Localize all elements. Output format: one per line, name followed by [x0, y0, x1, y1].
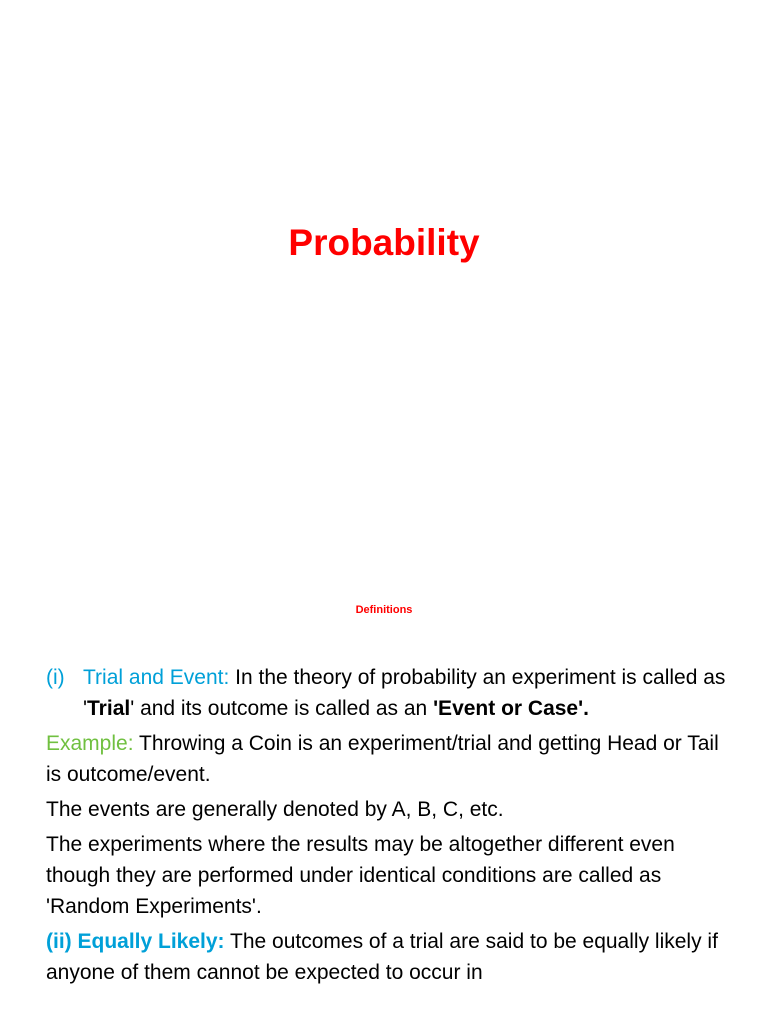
definition-text-equally-likely: The outcomes of a trial are said to be equally likely if anyone of them cannot be expected to occur in — [46, 930, 718, 984]
definition-text-b: ' and its outcome is called as an — [130, 697, 434, 720]
definition-heading-equally-likely: (ii) Equally Likely: — [46, 930, 225, 953]
definition-text-a: In the theory of probability an experiment is called as ' — [83, 666, 726, 720]
definition-number: (i) — [46, 666, 65, 689]
term-event-or-case: 'Event or Case'. — [433, 697, 589, 720]
example-label: Example: — [46, 732, 134, 755]
events-notation-paragraph: The events are generally denoted by A, B, C, etc. — [46, 798, 504, 821]
random-experiments-paragraph: The experiments where the results may be altogether different even though they are performed under identical conditions are called as 'Random Experiments'. — [46, 833, 675, 918]
page-title: Probability — [288, 222, 480, 263]
section-subtitle: Definitions — [355, 604, 413, 616]
definition-heading: Trial and Event: — [83, 666, 230, 689]
definitions-content — [46, 662, 736, 992]
definition-trial-event — [46, 662, 736, 724]
example-text: Throwing a Coin is an experiment/trial and getting Head or Tail is outcome/event. — [46, 732, 719, 786]
definition-equally-likely — [46, 926, 736, 988]
term-trial: Trial — [87, 697, 131, 720]
definition-body — [83, 662, 736, 724]
example-paragraph — [46, 728, 736, 790]
